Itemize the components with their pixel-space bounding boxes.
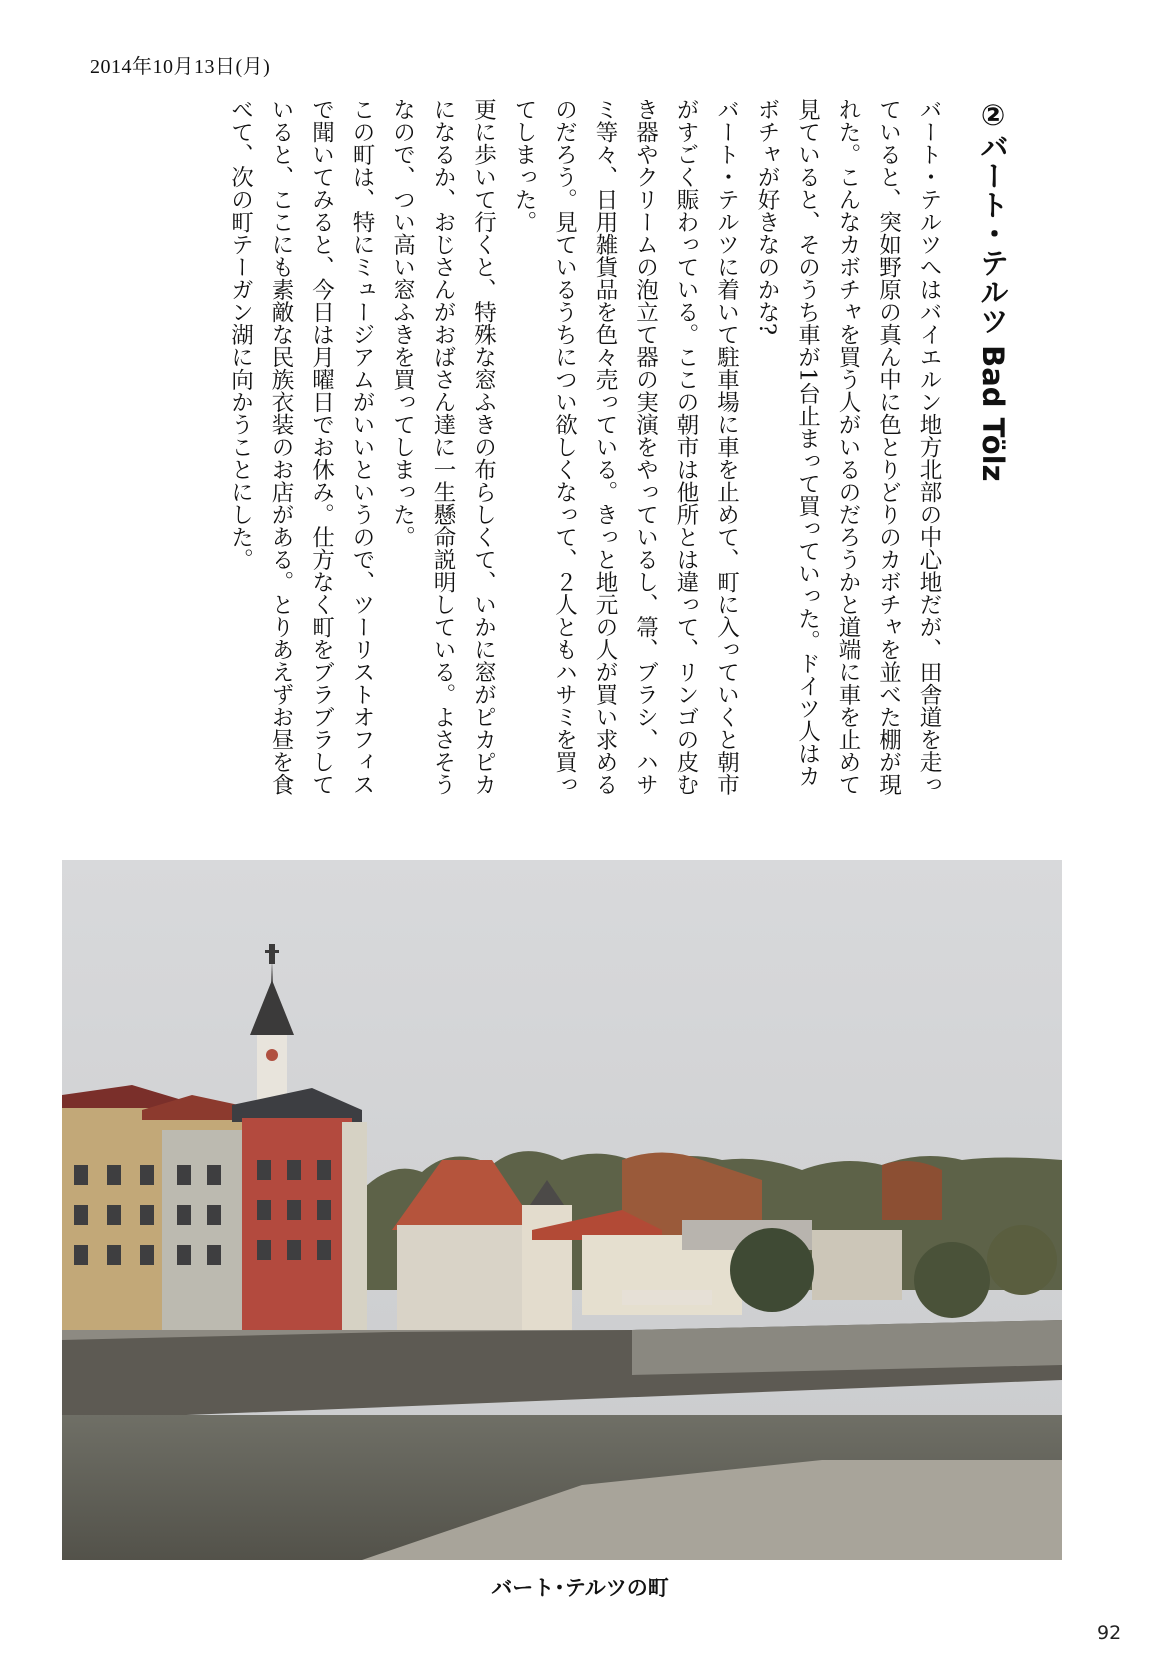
page-number: 92 [1097,1622,1122,1644]
article-body [220,98,949,798]
page-date: 2014年10月13日(月) [90,56,271,78]
title-latin: Bad Tölz [976,345,1010,482]
paragraph: 更に歩いて行くと、特殊な窓ふきの布らしくて、いかに窓がピカピカになるか、おじさんがおばさん達に一生懸命説明している。よさそうなので、つい高い窓ふきを買ってしまった。 [389,98,497,796]
article-vertical-text [155,98,1015,798]
paragraph: この町は、特にミュージアムがいいというので、ツーリストオフィスで聞いてみると、今日は月曜日でお休み。仕方なく町をブラブラしていると、ここにも素敵な民族衣装のお店がある。とりあえずお昼を食べて、次の町テーガン湖に向かうことにした。 [227,98,375,796]
article-title [971,98,1015,481]
paragraph: バート・テルツに着いて駐車場に車を止めて、町に入っていくと朝市がすごく賑わっている。ここの朝市は他所とは違って、リンゴの皮むき器やクリームの泡立て器の実演をやっているし、箒、ブラシ、ハサミ等々、日用雑貨品を色々売っている。きっと地元の人が買い求めるのだろう。見ているうちについ欲しくなって、２人ともハサミを買ってしまった。 [511,98,740,796]
photo-caption: バート･テルツの町 [491,1576,669,1600]
title-japanese: バート・テルツ [976,132,1010,335]
paragraph: バート・テルツへはバイエルン地方北部の中心地だが、田舎道を走っていると、突如野原の真ん中に色とりどりのカボチャを並べた棚が現れた。こんなカボチャを買う人がいるのだろうかと道端に車を止めて見ていると、そのうち車が1台止まって買っていった。ドイツ人はカボチャが好きなのかな? [754,98,942,796]
town-photo [62,860,1062,1560]
title-number: ② [976,98,1010,132]
